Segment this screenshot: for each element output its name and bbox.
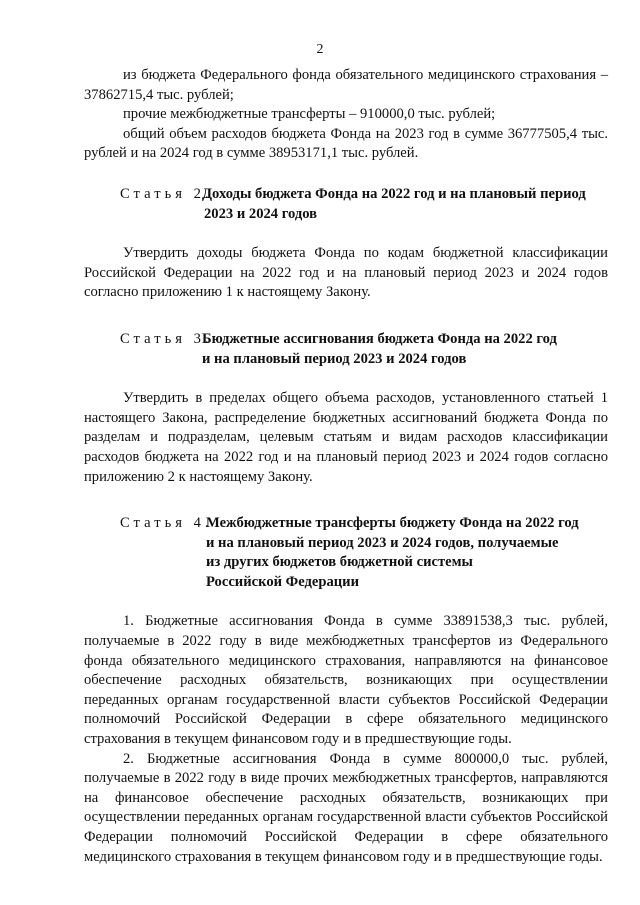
article-3-title-line: Бюджетные ассигнования бюджета Фонда на 2022 год (202, 330, 557, 347)
article-2-text: Утвердить доходы бюджета Фонда по кодам бюджетной классификации Российской Федерации на 2022 год и на плановый период 2023 и 2024 годов согласно приложению 1 к настоящему Закону. (84, 245, 608, 301)
intro-paragraph-2: прочие межбюджетные трансферты – 910000,0 тыс. рублей; (123, 106, 496, 123)
intro-paragraph-1: из бюджета Федерального фонда обязательного медицинского страхования – 37862715,4 тыс. рублей; (84, 67, 608, 103)
article-4-item-1: 1. Бюджетные ассигнования Фонда в сумме 33891538,3 тыс. рублей, получаемые в 2022 году в виде межбюджетных трансфертов из Федерального фонда обязательного медицинского страхования, направляются на финансовое обеспечение расходных обязательств, возникающих при осуществлении переданных органам государственной власти субъектов Российской Федерации полномочий Российской Федерации в сфере обязательного медицинского страхования в текущем финансовом году и в предшествующие годы. (84, 613, 608, 748)
article-2-label: Статья 2. (120, 185, 213, 202)
article-2-title-line: 2023 и 2024 годов (204, 205, 318, 222)
article-2-title-line: Доходы бюджета Фонда на 2022 год и на плановый период (202, 185, 586, 202)
article-4-heading (84, 514, 608, 592)
article-3-title (202, 330, 608, 369)
article-3-label: Статья 3. (120, 330, 213, 347)
article-3-title-line: и на плановый период 2023 и 2024 годов (202, 350, 467, 367)
article-3-heading (84, 330, 608, 369)
page-number: 2 (316, 42, 324, 57)
article-2-heading (84, 185, 608, 224)
article-4-item-2: 2. Бюджетные ассигнования Фонда в сумме 800000,0 тыс. рублей, получаемые в 2022 году в виде прочих межбюджетных трансфертов, направляются на финансовое обеспечение расходных обязательств, возникающих при осуществлении переданных органам государственной власти субъектов Российской Федерации полномочий Российской Федерации в сфере обязательного медицинского страхования в текущем финансовом году и в предшествующие годы. (84, 750, 608, 865)
article-4-title-line: Межбюджетные трансферты бюджету Фонда на 2022 год (206, 515, 579, 532)
article-4-title (206, 514, 608, 592)
document-body (84, 66, 608, 867)
article-4-title-line: и на плановый период 2023 и 2024 годов, получаемые (206, 534, 559, 551)
article-4-title-line: из других бюджетов бюджетной системы (206, 554, 473, 571)
article-4-title-line: Российской Федерации (206, 573, 359, 590)
article-4-label: Статья 4. (120, 515, 213, 532)
article-2-title (202, 185, 608, 224)
intro-paragraph-3: общий объем расходов бюджета Фонда на 2023 год в сумме 36777505,4 тыс. рублей и на 2024 год в сумме 38953171,1 тыс. рублей. (84, 125, 608, 162)
article-3-text: Утвердить в пределах общего объема расходов, установленного статьей 1 настоящего Закона, распределение бюджетных ассигнований бюджета Фонда по разделам и подразделам, целевым статьям и видам расходов классификации расходов бюджета на 2022 год и на плановый период 2023 и 2024 годов согласно приложению 2 к настоящему Закону. (84, 390, 608, 485)
